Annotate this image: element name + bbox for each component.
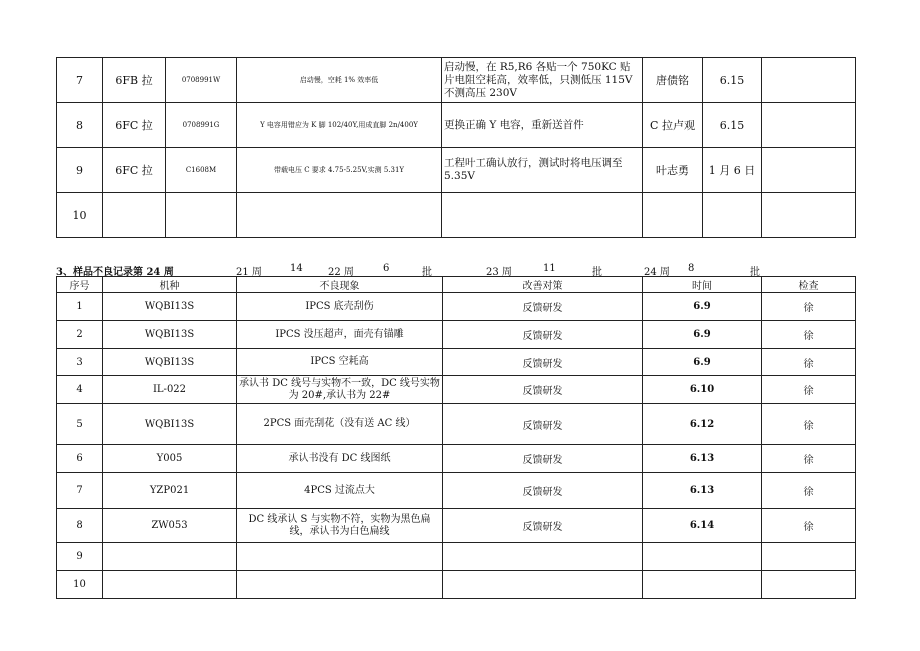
row-model: WQBI13S	[103, 404, 237, 445]
row-check	[762, 571, 856, 599]
row-model	[103, 543, 237, 571]
week21-count: 14	[290, 263, 303, 274]
table-row	[57, 509, 856, 543]
week21-label: 21 周	[236, 267, 262, 278]
row-check	[762, 543, 856, 571]
header-check: 检查	[762, 277, 856, 293]
table-row	[57, 58, 856, 103]
row-no: 8	[57, 509, 103, 543]
defect-table-top	[56, 57, 856, 238]
header-no: 序号	[57, 277, 103, 293]
row-issue	[237, 543, 443, 571]
row-time: 6.9	[643, 321, 762, 349]
section3-title: 3、样品不良记录第 24 周	[56, 267, 174, 278]
row-action: 工程叶工确认放行，测试时将电压调至 5.35V	[442, 148, 643, 193]
table-row	[57, 349, 856, 376]
row-check: 徐	[762, 321, 856, 349]
row-time: 6.9	[643, 349, 762, 376]
section3-header	[56, 262, 856, 276]
table-row	[57, 571, 856, 599]
week23-unit: 批	[592, 267, 602, 278]
row-model	[166, 193, 237, 238]
row-check: 徐	[762, 509, 856, 543]
row-model: ZW053	[103, 509, 237, 543]
row-issue: 承认书没有 DC 线图纸	[237, 445, 443, 473]
row-person: 叶志勇	[643, 148, 703, 193]
row-person: 唐债铭	[643, 58, 703, 103]
row-check: 徐	[762, 473, 856, 509]
row-issue: IPCS 底壳刮伤	[237, 293, 443, 321]
row-issue: Y 电容用错应为 K 脚 102/40Y,用成直脚 2n/400Y	[237, 103, 442, 148]
week24-label: 24 周	[644, 267, 670, 278]
row-action	[443, 571, 643, 599]
row-check: 徐	[762, 445, 856, 473]
row-issue: 4PCS 过流点大	[237, 473, 443, 509]
row-time: 6.10	[643, 376, 762, 404]
header-issue: 不良现象	[237, 277, 443, 293]
row-time: 6.13	[643, 473, 762, 509]
row-date	[703, 193, 762, 238]
row-check: 徐	[762, 404, 856, 445]
sample-defect-table-head	[57, 277, 856, 293]
row-action	[443, 543, 643, 571]
row-issue: IPCS 没压超声，面壳有锚雕	[237, 321, 443, 349]
row-check: 徐	[762, 376, 856, 404]
row-person: C 拉卢观	[643, 103, 703, 148]
week23-count: 11	[543, 263, 556, 274]
row-action: 反馈研发	[443, 293, 643, 321]
row-time: 6.14	[643, 509, 762, 543]
row-action: 反馈研发	[443, 473, 643, 509]
row-issue	[237, 193, 442, 238]
row-action: 反馈研发	[443, 445, 643, 473]
table-row	[57, 293, 856, 321]
row-extra	[762, 58, 856, 103]
row-person	[643, 193, 703, 238]
row-issue: 带载电压 C 要求 4.75-5.25V,实测 5.31Y	[237, 148, 442, 193]
row-time	[643, 543, 762, 571]
row-date: 6.15	[703, 58, 762, 103]
week24-count: 8	[688, 263, 695, 274]
row-line: 6FB 拉	[103, 58, 166, 103]
row-no: 9	[57, 543, 103, 571]
row-model: 0708991W	[166, 58, 237, 103]
row-line: 6FC 拉	[103, 103, 166, 148]
row-no: 3	[57, 349, 103, 376]
header-model: 机种	[103, 277, 237, 293]
row-line	[103, 193, 166, 238]
row-check: 徐	[762, 293, 856, 321]
row-action: 反馈研发	[443, 509, 643, 543]
row-no: 6	[57, 445, 103, 473]
row-model: WQBI13S	[103, 293, 237, 321]
row-action: 反馈研发	[443, 349, 643, 376]
row-no: 2	[57, 321, 103, 349]
table-row	[57, 148, 856, 193]
row-action: 更换正确 Y 电容，重新送首件	[442, 103, 643, 148]
row-extra	[762, 193, 856, 238]
defect-table-top-body	[57, 58, 856, 238]
table-row	[57, 445, 856, 473]
row-date: 6.15	[703, 103, 762, 148]
week22-label: 22 周	[328, 267, 354, 278]
row-no: 8	[57, 103, 103, 148]
row-extra	[762, 103, 856, 148]
row-issue: 承认书 DC 线号与实物不一致，DC 线号实物为 20#,承认书为 22#	[237, 376, 443, 404]
row-date: 1 月 6 日	[703, 148, 762, 193]
week22-count: 6	[383, 263, 390, 274]
row-time: 6.12	[643, 404, 762, 445]
week23-label: 23 周	[486, 267, 512, 278]
table-header-row	[57, 277, 856, 293]
row-time	[643, 571, 762, 599]
row-model: IL-022	[103, 376, 237, 404]
row-line: 6FC 拉	[103, 148, 166, 193]
sample-defect-table	[56, 276, 856, 599]
row-action: 反馈研发	[443, 321, 643, 349]
row-action: 反馈研发	[443, 404, 643, 445]
row-model: WQBI13S	[103, 321, 237, 349]
row-no: 10	[57, 193, 103, 238]
row-no: 10	[57, 571, 103, 599]
row-model: C1608M	[166, 148, 237, 193]
table-row	[57, 376, 856, 404]
row-issue: 2PCS 面壳刮花（没有送 AC 线）	[237, 404, 443, 445]
row-action	[442, 193, 643, 238]
row-issue	[237, 571, 443, 599]
row-action: 启动慢，在 R5,R6 各贴一个 750KC 贴片电阻空耗高，效率低，只测低压 115V 不测高压 230V	[442, 58, 643, 103]
row-no: 7	[57, 58, 103, 103]
row-time: 6.13	[643, 445, 762, 473]
week22-unit: 批	[422, 267, 432, 278]
row-model: YZP021	[103, 473, 237, 509]
row-check: 徐	[762, 349, 856, 376]
row-issue: IPCS 空耗高	[237, 349, 443, 376]
row-no: 1	[57, 293, 103, 321]
row-issue: DC 线承认 S 与实物不符，实物为黑色扁线，承认书为白色扁线	[237, 509, 443, 543]
row-issue: 启动慢，空耗 1% 效率低	[237, 58, 442, 103]
row-model: 0708991G	[166, 103, 237, 148]
table-row	[57, 321, 856, 349]
row-extra	[762, 148, 856, 193]
header-time: 时间	[643, 277, 762, 293]
row-action: 反馈研发	[443, 376, 643, 404]
table-row	[57, 473, 856, 509]
table-row	[57, 543, 856, 571]
row-time: 6.9	[643, 293, 762, 321]
row-no: 7	[57, 473, 103, 509]
row-model: WQBI13S	[103, 349, 237, 376]
row-no: 4	[57, 376, 103, 404]
row-no: 5	[57, 404, 103, 445]
week24-unit: 批	[750, 267, 760, 278]
table-row	[57, 404, 856, 445]
row-model: Y005	[103, 445, 237, 473]
row-model	[103, 571, 237, 599]
row-no: 9	[57, 148, 103, 193]
table-row	[57, 103, 856, 148]
table-row	[57, 193, 856, 238]
header-action: 改善对策	[443, 277, 643, 293]
sample-defect-table-body	[57, 293, 856, 599]
